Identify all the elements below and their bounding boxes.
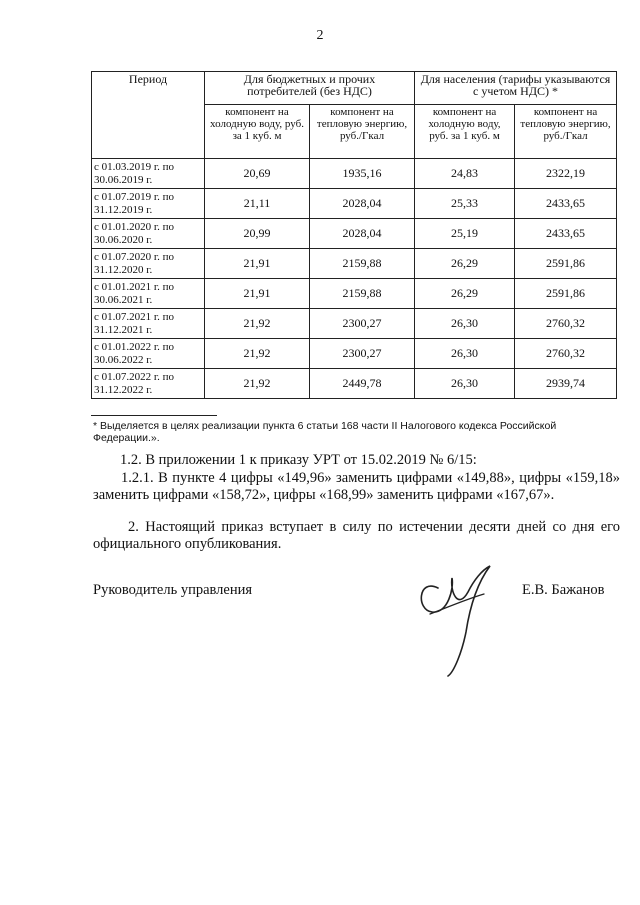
header-period: Период (92, 72, 205, 159)
value-cell: 2433,65 (515, 219, 617, 249)
value-cell: 2300,27 (310, 339, 415, 369)
value-cell: 21,91 (205, 279, 310, 309)
period-cell: с 01.07.2020 г. по 31.12.2020 г. (92, 249, 205, 279)
table-row (92, 189, 617, 219)
period-cell: с 01.07.2022 г. по 31.12.2022 г. (92, 369, 205, 399)
value-cell: 26,29 (415, 249, 515, 279)
paragraph-1-2-1: 1.2.1. В пункте 4 цифры «149,96» заменить цифрами «149,88», цифры «159,18» заменить цифрами «158,72», цифры «168,99» заменить цифрами «167,67». (93, 470, 620, 503)
signatory-title: Руководитель управления (93, 582, 253, 598)
value-cell: 1935,16 (310, 159, 415, 189)
period-cell: с 01.03.2019 г. по 30.06.2019 г. (92, 159, 205, 189)
period-cell: с 01.01.2020 г. по 30.06.2020 г. (92, 219, 205, 249)
value-cell: 2300,27 (310, 309, 415, 339)
value-cell: 2591,86 (515, 279, 617, 309)
tariff-table (91, 71, 617, 399)
period-cell: с 01.01.2022 г. по 30.06.2022 г. (92, 339, 205, 369)
value-cell: 2939,74 (515, 369, 617, 399)
value-cell: 20,99 (205, 219, 310, 249)
period-cell: с 01.07.2019 г. по 31.12.2019 г. (92, 189, 205, 219)
table-row (92, 249, 617, 279)
value-cell: 21,92 (205, 369, 310, 399)
table-row (92, 339, 617, 369)
value-cell: 2159,88 (310, 249, 415, 279)
value-cell: 21,91 (205, 249, 310, 279)
value-cell: 2159,88 (310, 279, 415, 309)
table-row (92, 309, 617, 339)
value-cell: 24,83 (415, 159, 515, 189)
header-group-population: Для населения (тарифы указываются с учетом НДС) * (415, 72, 617, 105)
header-sub-heat-population: компонент на тепловую энергию, руб./Гкал (515, 105, 617, 159)
value-cell: 21,11 (205, 189, 310, 219)
footnote-divider (91, 415, 217, 416)
header-sub-heat-budget: компонент на тепловую энергию, руб./Гкал (310, 105, 415, 159)
table-row (92, 279, 617, 309)
value-cell: 2449,78 (310, 369, 415, 399)
value-cell: 2028,04 (310, 219, 415, 249)
value-cell: 21,92 (205, 309, 310, 339)
header-sub-water-population: компонент на холодную воду, руб. за 1 куб. м (415, 105, 515, 159)
value-cell: 26,30 (415, 339, 515, 369)
value-cell: 2028,04 (310, 189, 415, 219)
header-sub-water-budget: компонент на холодную воду, руб. за 1 куб. м (205, 105, 310, 159)
period-cell: с 01.07.2021 г. по 31.12.2021 г. (92, 309, 205, 339)
value-cell: 2760,32 (515, 339, 617, 369)
table-row (92, 369, 617, 399)
table-row (92, 219, 617, 249)
value-cell: 25,33 (415, 189, 515, 219)
paragraph-2: 2. Настоящий приказ вступает в силу по истечении десяти дней со дня его официального опубликования. (93, 519, 620, 552)
value-cell: 26,29 (415, 279, 515, 309)
handwritten-signature (408, 548, 508, 678)
value-cell: 2322,19 (515, 159, 617, 189)
value-cell: 2760,32 (515, 309, 617, 339)
value-cell: 2591,86 (515, 249, 617, 279)
page-number: 2 (316, 28, 324, 43)
value-cell: 26,30 (415, 369, 515, 399)
paragraph-1-2: 1.2. В приложении 1 к приказу УРТ от 15.02.2019 № 6/15: (120, 452, 477, 468)
value-cell: 20,69 (205, 159, 310, 189)
header-group-budget: Для бюджетных и прочих потребителей (без НДС) (205, 72, 415, 105)
footnote: * Выделяется в целях реализации пункта 6 статьи 168 части II Налогового кодекса Российской Федерации.». (93, 420, 557, 444)
value-cell: 26,30 (415, 309, 515, 339)
value-cell: 25,19 (415, 219, 515, 249)
period-cell: с 01.01.2021 г. по 30.06.2021 г. (92, 279, 205, 309)
value-cell: 21,92 (205, 339, 310, 369)
value-cell: 2433,65 (515, 189, 617, 219)
signatory-name: Е.В. Бажанов (522, 582, 605, 598)
table-row (92, 159, 617, 189)
